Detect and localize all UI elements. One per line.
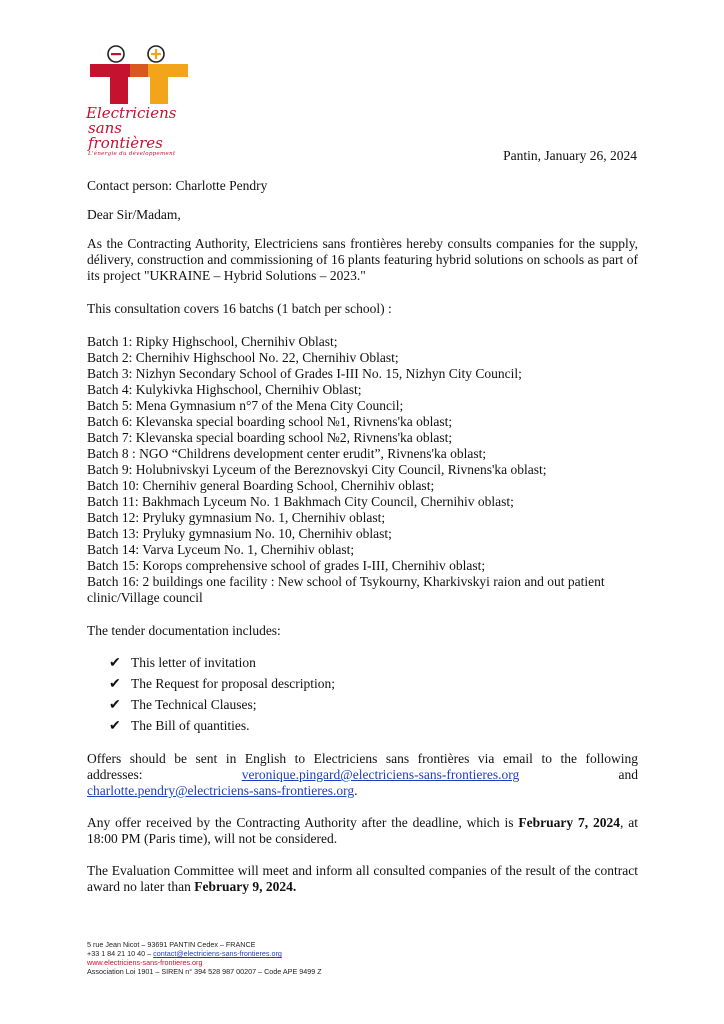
batch-item: Batch 14: Varva Lyceum No. 1, Chernihiv oblast; bbox=[87, 542, 355, 557]
documentation-item bbox=[109, 653, 638, 674]
batch-item: Batch 6: Klevanska special boarding school №1, Rivnens'ka oblast; bbox=[87, 414, 453, 429]
footer-website[interactable]: www.electriciens-sans-frontieres.org bbox=[87, 958, 203, 967]
offers-address-line bbox=[87, 767, 638, 783]
batch-item: Batch 5: Mena Gymnasium n°7 of the Mena City Council; bbox=[87, 398, 404, 413]
esf-logo-wordmark bbox=[86, 106, 196, 158]
offers-paragraph bbox=[87, 751, 638, 799]
batch-item: Batch 1: Ripky Highschool, Chernihiv Oblast; bbox=[87, 334, 338, 349]
footer-phone: +33 1 84 21 10 40 – bbox=[87, 949, 154, 958]
footer-address: 5 rue Jean Nicot – 93691 PANTIN Cedex – FRANCE bbox=[87, 940, 256, 949]
batch-item: Batch 8 : NGO “Childrens development center erudit”, Rivnens'ka oblast; bbox=[87, 446, 487, 461]
offers-end-punct: . bbox=[354, 783, 358, 798]
batch-item: Batch 4: Kulykivka Highschool, Chernihiv Oblast; bbox=[87, 382, 362, 397]
coverage-paragraph: This consultation covers 16 batchs (1 batch per school) : bbox=[87, 301, 392, 316]
documentation-item-label: The Request for proposal description; bbox=[131, 676, 335, 691]
footer-registration: Association Loi 1901 – SIREN n° 394 528 987 00207 – Code APE 9499 Z bbox=[87, 967, 322, 976]
check-icon: ✔ bbox=[109, 698, 121, 713]
documentation-intro: The tender documentation includes: bbox=[87, 623, 281, 638]
batch-item: Batch 16: 2 buildings one facility : New school of Tsykourny, Kharkivskyi raion and out patient clinic/Village council bbox=[87, 574, 605, 605]
intro-paragraph: As the Contracting Authority, Electriciens sans frontières hereby consults companies for the supply, délivery, construction and commissioning of 16 plants featuring hybrid solutions on schools as part of its project "UKRAINE – Hybrid Solutions – 2023." bbox=[87, 236, 638, 283]
addresses-label: addresses: bbox=[87, 767, 143, 782]
deadline-paragraph bbox=[87, 815, 638, 847]
deadline-text-post: , at 18:00 PM (Paris time), will not be considered. bbox=[87, 815, 639, 846]
batch-list bbox=[87, 334, 638, 606]
check-icon: ✔ bbox=[109, 719, 121, 734]
esf-logo bbox=[86, 44, 196, 156]
batch-item: Batch 3: Nizhyn Secondary School of Grades I-III No. 15, Nizhyn City Council; bbox=[87, 366, 522, 381]
evaluation-text: The Evaluation Committee will meet and inform all consulted companies of the result of the contract award no later than bbox=[87, 863, 638, 894]
batch-item: Batch 15: Korops comprehensive school of grades I-III, Chernihiv oblast; bbox=[87, 558, 486, 573]
check-icon: ✔ bbox=[109, 656, 121, 671]
batch-item: Batch 11: Bakhmach Lyceum No. 1 Bakhmach City Council, Chernihiv oblast; bbox=[87, 494, 514, 509]
salutation: Dear Sir/Madam, bbox=[87, 207, 181, 222]
deadline-text-pre: Any offer received by the Contracting Authority after the deadline, which is bbox=[87, 815, 519, 830]
evaluation-paragraph bbox=[87, 863, 638, 895]
esf-logo-mark bbox=[86, 44, 196, 106]
documentation-item-label: The Bill of quantities. bbox=[131, 718, 250, 733]
batch-item: Batch 13: Pryluky gymnasium No. 10, Chernihiv oblast; bbox=[87, 526, 392, 541]
documentation-item-label: This letter of invitation bbox=[131, 655, 256, 670]
check-icon: ✔ bbox=[109, 677, 121, 692]
footer-phone-line bbox=[87, 949, 322, 958]
letter-footer bbox=[87, 940, 322, 976]
letter-date: Pantin, January 26, 2024 bbox=[503, 148, 637, 163]
logo-tagline: L'énergie du développement bbox=[88, 151, 176, 157]
batch-item: Batch 10: Chernihiv general Boarding School, Chernihiv oblast; bbox=[87, 478, 435, 493]
logo-name-line2: sans frontières bbox=[88, 119, 163, 152]
documentation-item bbox=[109, 716, 638, 737]
batch-item: Batch 2: Chernihiv Highschool No. 22, Chernihiv Oblast; bbox=[87, 350, 399, 365]
email-link-veronique[interactable]: veronique.pingard@electriciens-sans-frontieres.org bbox=[241, 767, 520, 782]
offers-second-email-line bbox=[87, 783, 638, 799]
batch-item: Batch 12: Pryluky gymnasium No. 1, Chernihiv oblast; bbox=[87, 510, 386, 525]
batch-item: Batch 9: Holubnivskyi Lyceum of the Bereznovskyi City Council, Rivnens'ka oblast; bbox=[87, 462, 547, 477]
footer-email-link[interactable]: contact@electriciens-sans-frontieres.org bbox=[153, 949, 282, 958]
logo-name-line1: Electriciens bbox=[86, 104, 177, 122]
and-word: and bbox=[618, 767, 638, 782]
documentation-item bbox=[109, 674, 638, 695]
batch-item: Batch 7: Klevanska special boarding school №2, Rivnens'ka oblast; bbox=[87, 430, 453, 445]
letter-body bbox=[87, 178, 638, 895]
email-link-charlotte[interactable]: charlotte.pendry@electriciens-sans-frontieres.org bbox=[87, 783, 355, 798]
offers-text: Offers should be sent in English to Electriciens sans frontières via email to the following bbox=[87, 751, 638, 766]
documentation-list bbox=[109, 653, 638, 737]
documentation-item bbox=[109, 695, 638, 716]
deadline-date: February 7, 2024 bbox=[518, 815, 620, 830]
documentation-item-label: The Technical Clauses; bbox=[131, 697, 257, 712]
contact-person: Contact person: Charlotte Pendry bbox=[87, 178, 268, 193]
evaluation-date: February 9, 2024. bbox=[194, 879, 297, 894]
